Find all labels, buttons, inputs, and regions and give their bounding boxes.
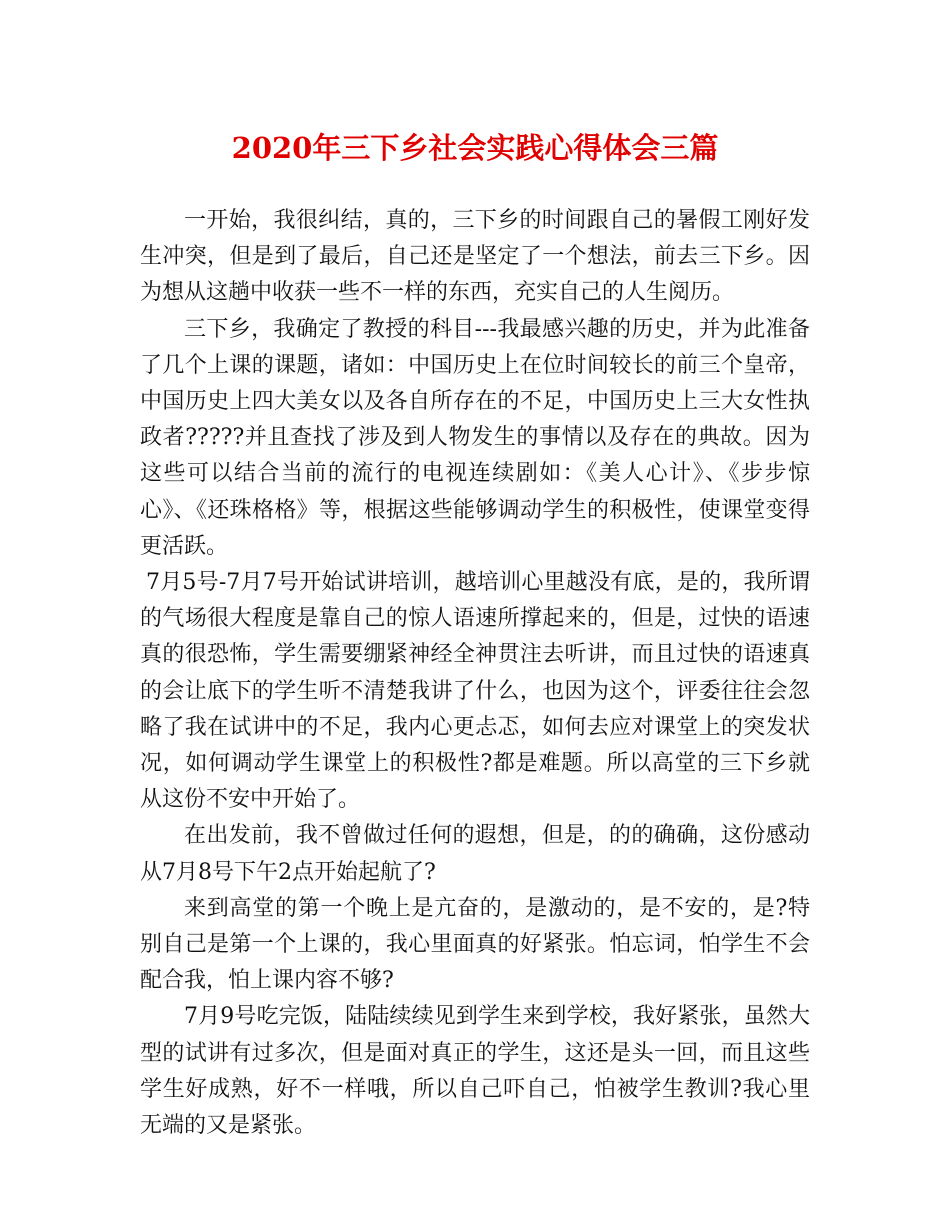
paragraph-3: 7月5号-7月7号开始试讲培训，越培训心里越没有底，是的，我所谓的气场很大程度是靠自己的惊人语速所撑起来的，但是，过快的语速真的很恐怖，学生需要绷紧神经全神贯注去听讲，而且过快的语速真的会让底下的学生听不清楚我讲了什么，也因为这个，评委往往会忽略了我在试讲中的不足，我内心更忐忑，如何去应对课堂上的突发状况，如何调动学生课堂上的积极性?都是难题。所以高堂的三下乡就从这份不安中开始了。 — [140, 570, 810, 813]
paragraph-4: 在出发前，我不曾做过任何的遐想，但是，的的确确，这份感动从7月8号下午2点开始起航了? — [140, 823, 810, 885]
paragraph-1: 一开始，我很纠结，真的，三下乡的时间跟自己的暑假工刚好发生冲突，但是到了最后，自己还是坚定了一个想法，前去三下乡。因为想从这趟中收获一些不一样的东西，充实自己的人生阅历。 — [140, 208, 810, 306]
document-body — [140, 203, 810, 1144]
paragraph-6: 7月9号吃完饭，陆陆续续见到学生来到学校，我好紧张，虽然大型的试讲有过多次，但是面对真正的学生，这还是头一回，而且这些学生好成熟，好不一样哦，所以自己吓自己，怕被学生教训?我心里无端的又是紧张。 — [140, 1004, 810, 1139]
paragraph-2: 三下乡，我确定了教授的科目---我最感兴趣的历史，并为此准备了几个上课的课题，诸如：中国历史上在位时间较长的前三个皇帝，中国历史上四大美女以及各自所存在的不足，中国历史上三大女性执政者?????并且查找了涉及到人物发生的事情以及存在的典故。因为这些可以结合当前的流行的电视连续剧如：《美人心计》、《步步惊心》、《还珠格格》等，根据这些能够调动学生的积极性，使课堂变得更活跃。 — [140, 316, 810, 559]
document-title: 2020年三下乡社会实践心得体会三篇 — [231, 131, 719, 165]
paragraph-5: 来到高堂的第一个晚上是亢奋的，是激动的，是不安的，是?特别自己是第一个上课的，我心里面真的好紧张。怕忘词，怕学生不会配合我，怕上课内容不够? — [140, 895, 810, 994]
